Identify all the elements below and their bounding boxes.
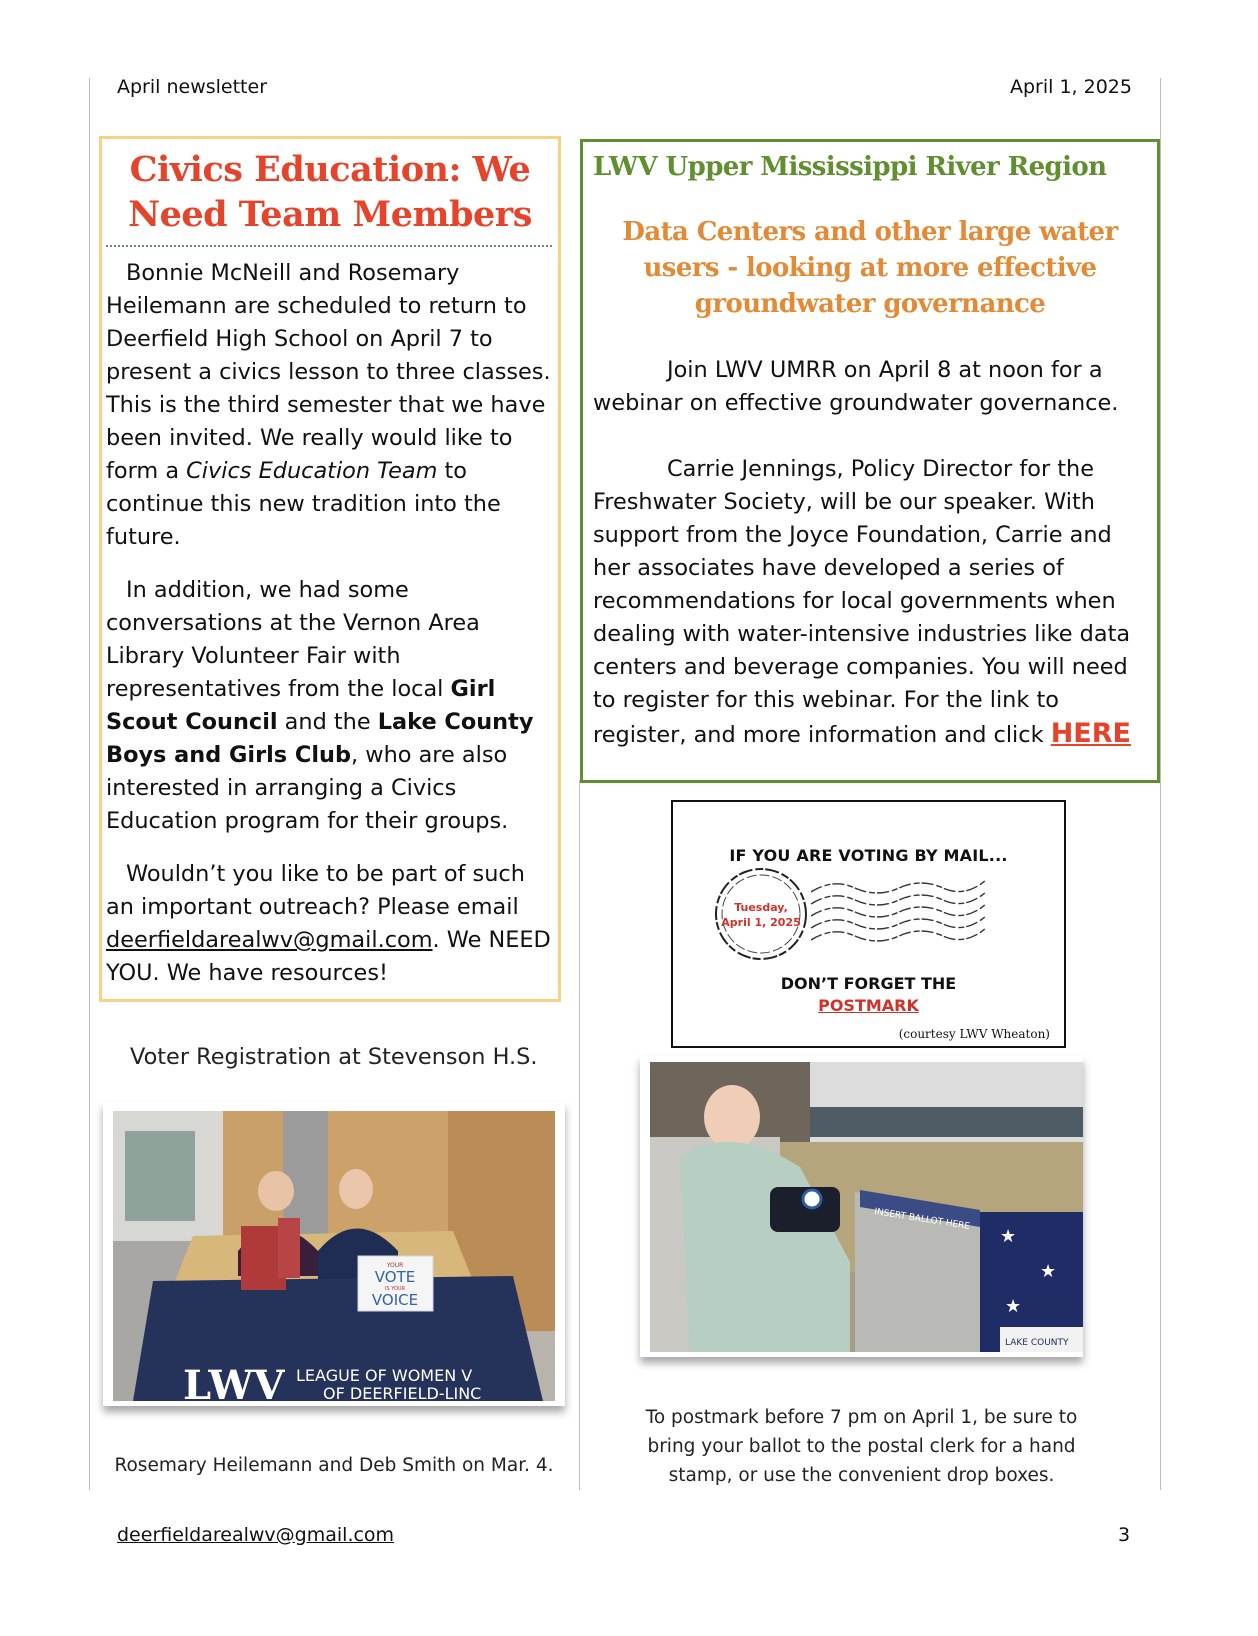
banner-deerfield-text: OF DEERFIELD-LINC: [323, 1384, 482, 1401]
dropbox-scene: [650, 1062, 1083, 1352]
civics-title-line-1: Civics Education: We: [129, 149, 531, 190]
star-icon: ★: [1040, 1261, 1057, 1282]
stamp-date: [713, 900, 809, 930]
voter-registration-title: Voter Registration at Stevenson H.S.: [130, 1044, 538, 1070]
sign-vote: VOTE: [374, 1268, 416, 1286]
star-icon: ★: [1005, 1296, 1022, 1317]
dont-forget-text: DON’T FORGET THE: [780, 974, 957, 993]
voter-registration-caption: Rosemary Heilemann and Deb Smith on Mar. 4.: [114, 1455, 554, 1476]
postmark-graphic: [671, 800, 1066, 1048]
civics-p3-a: Wouldn’t you like to be part of such an important outreach? Please email: [106, 861, 525, 920]
civics-title-line-2: Need Team Members: [128, 194, 532, 235]
umrr-p2-text: Carrie Jennings, Policy Director for the Freshwater Society, will be our speaker. With support from the Joyce Foundation, Carrie and her associates have developed a series of recommendations for local governments when dealing with water-intensive industries like data centers and beverage companies. You will need to register for this webinar. For the link to register, and more information and click: [593, 456, 1131, 748]
voting-by-mail-text: IF YOU ARE VOTING BY MAIL...: [729, 846, 1008, 865]
girl-scout-council: Girl Scout Council: [106, 676, 496, 735]
voter-registration-scene: [113, 1111, 555, 1401]
dropbox-photo: [650, 1062, 1083, 1352]
courtesy-credit: (courtesy LWV Wheaton): [898, 1027, 1050, 1041]
page-number: 3: [1118, 1524, 1131, 1546]
voter-registration-photo: [113, 1111, 555, 1401]
sign-voice: VOICE: [371, 1291, 419, 1309]
dropbox-caption: To postmark before 7 pm on April 1, be sure to bring your ballot to the postal clerk for a hand stamp, or use the convenient drop boxes.: [645, 1407, 1078, 1486]
umrr-subtitle: Data Centers and other large water users - looking at more effective groundwater governance: [622, 217, 1118, 319]
civics-body: [102, 247, 558, 990]
civics-education-card: [99, 136, 561, 1002]
center-divider-line: [579, 780, 580, 1490]
sign-is-your: IS YOUR: [384, 1286, 406, 1292]
footer-email-link[interactable]: deerfieldarealwv@gmail.com: [117, 1524, 395, 1546]
civics-email-link[interactable]: deerfieldarealwv@gmail.com: [106, 927, 433, 953]
civics-team-italic: Civics Education Team: [186, 458, 438, 484]
civics-title: [102, 147, 558, 237]
civics-paragraph-3: [106, 858, 554, 990]
umrr-body: [593, 354, 1147, 752]
register-here-link[interactable]: HERE: [1050, 718, 1131, 749]
umrr-title: LWV Upper Mississippi River Region: [593, 152, 1107, 182]
sign-your: YOUR: [386, 1262, 404, 1269]
boys-girls-club: Lake County Boys and Girls Club: [106, 709, 534, 768]
stamp-day: Tuesday,: [734, 901, 788, 914]
newsletter-label: April newsletter: [117, 76, 268, 98]
ballot-box-label: INSERT BALLOT HERE: [873, 1207, 971, 1233]
banner-lwv-logo: LWV: [183, 1362, 285, 1401]
umrr-card: [580, 139, 1160, 783]
umrr-paragraph-2: [593, 453, 1147, 752]
civics-p2-c: , who are also interested in arranging a Civics Education program for their groups.: [106, 742, 509, 834]
umrr-p1-text: Join LWV UMRR on April 8 at noon for a webinar on effective groundwater governance.: [593, 357, 1119, 416]
civics-paragraph-1: [106, 257, 554, 554]
civics-p1-end: to continue this new tradition into the future.: [106, 458, 501, 550]
county-label: LAKE COUNTY: [1005, 1338, 1069, 1348]
left-margin-line: [89, 78, 90, 1490]
banner-league-text: LEAGUE OF WOMEN V: [296, 1366, 473, 1385]
stamp-date-value: April 1, 2025: [721, 916, 801, 929]
umrr-paragraph-1: [593, 354, 1147, 420]
right-margin-line: [1160, 78, 1161, 1490]
civics-p3-b: . We NEED YOU. We have resources!: [106, 927, 551, 986]
civics-p2-b: and the: [277, 709, 378, 735]
postmark-text: POSTMARK: [818, 996, 919, 1015]
star-icon: ★: [1000, 1226, 1017, 1247]
civics-p1-text: Bonnie McNeill and Rosemary Heilemann are scheduled to return to Deerfield High School on April 7 to present a civics lesson to three classes. This is the third semester that we have been invited. We really would like to form a: [106, 260, 551, 484]
civics-p2-a: In addition, we had some conversations at the Vernon Area Library Volunteer Fair with representatives from the local: [106, 577, 480, 702]
cancellation-waves-icon: [811, 874, 986, 954]
civics-paragraph-2: [106, 574, 554, 838]
newsletter-date: April 1, 2025: [1010, 76, 1132, 98]
